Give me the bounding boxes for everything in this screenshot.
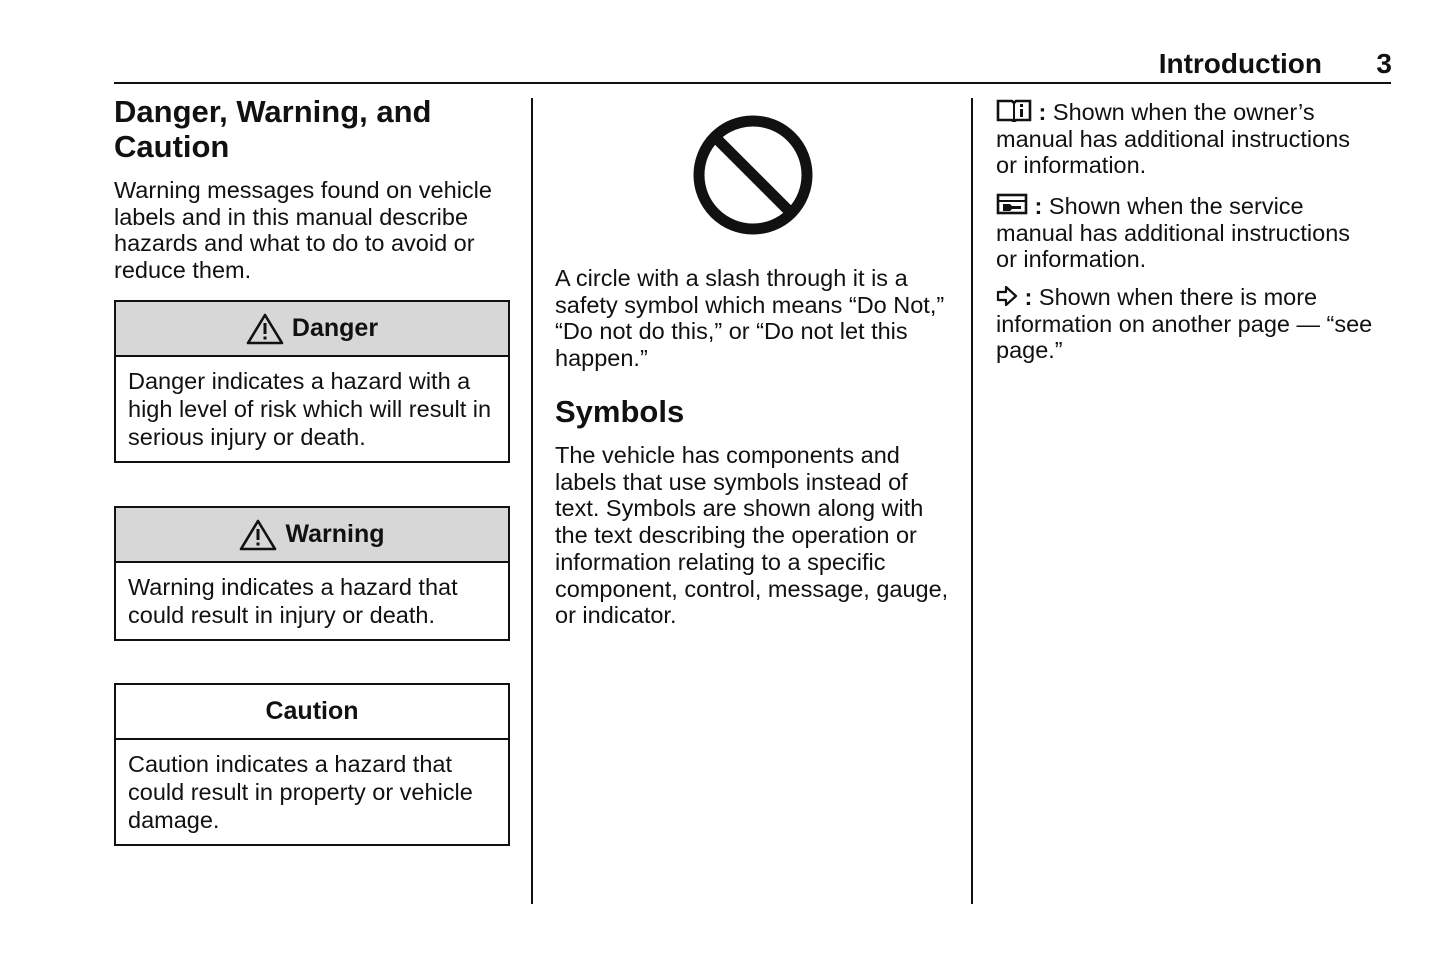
owners-manual-icon xyxy=(996,98,1032,122)
page-number: 3 xyxy=(1376,48,1392,79)
symbols-heading: Symbols xyxy=(555,394,685,429)
caution-text: Caution indicates a hazard that could result in property or vehicle damage. xyxy=(128,751,473,833)
see-page-row xyxy=(996,284,1376,364)
warning-triangle-icon xyxy=(246,313,284,345)
column-divider-right xyxy=(971,98,973,904)
warning-title: Warning xyxy=(285,520,385,548)
owners-manual-row xyxy=(996,98,1376,179)
see-page-colon: : xyxy=(1024,284,1033,310)
header-rule xyxy=(114,82,1391,84)
service-manual-row xyxy=(996,192,1376,273)
symbols-paragraph: The vehicle has components and labels that use symbols instead of text. Symbols are shown along with the text describing the operation or information relating to a specific component, control, message, gauge, or indicator. xyxy=(555,442,949,629)
warning-triangle-icon xyxy=(239,519,277,551)
service-manual-colon: : xyxy=(1034,193,1043,219)
see-page-arrow-icon xyxy=(996,285,1018,307)
owners-manual-text: Shown when the owner’s manual has additional instructions or information. xyxy=(996,99,1351,179)
owners-manual-colon: : xyxy=(1038,99,1047,125)
warning-box xyxy=(114,506,510,641)
danger-box-header xyxy=(116,302,508,357)
caution-box-header xyxy=(116,685,508,740)
section-title: Introduction xyxy=(1158,48,1322,79)
danger-box xyxy=(114,300,510,463)
circle-slash-paragraph: A circle with a slash through it is a safety symbol which means “Do Not,” “Do not do this,” or “Do not let this happen.” xyxy=(555,265,945,372)
danger-warning-caution-heading xyxy=(114,94,514,164)
service-manual-text: Shown when the service manual has additional instructions or information. xyxy=(996,193,1351,273)
heading-line-1: Danger, Warning, and xyxy=(114,94,432,129)
danger-title: Danger xyxy=(291,314,379,342)
caution-title: Caution xyxy=(265,697,359,725)
warning-intro-paragraph: Warning messages found on vehicle labels and in this manual describe hazards and what to do to avoid or reduce them. xyxy=(114,177,492,284)
see-page-text: Shown when there is more information on another page — “see page.” xyxy=(996,284,1373,364)
heading-line-2: Caution xyxy=(114,129,230,164)
do-not-symbol-icon xyxy=(692,114,814,236)
caution-box xyxy=(114,683,510,846)
danger-text: Danger indicates a hazard with a high level of risk which will result in serious injury or death. xyxy=(128,368,492,450)
column-divider-left xyxy=(531,98,533,904)
warning-box-header xyxy=(116,508,508,563)
warning-text: Warning indicates a hazard that could result in injury or death. xyxy=(128,574,458,628)
service-manual-icon xyxy=(996,192,1028,216)
